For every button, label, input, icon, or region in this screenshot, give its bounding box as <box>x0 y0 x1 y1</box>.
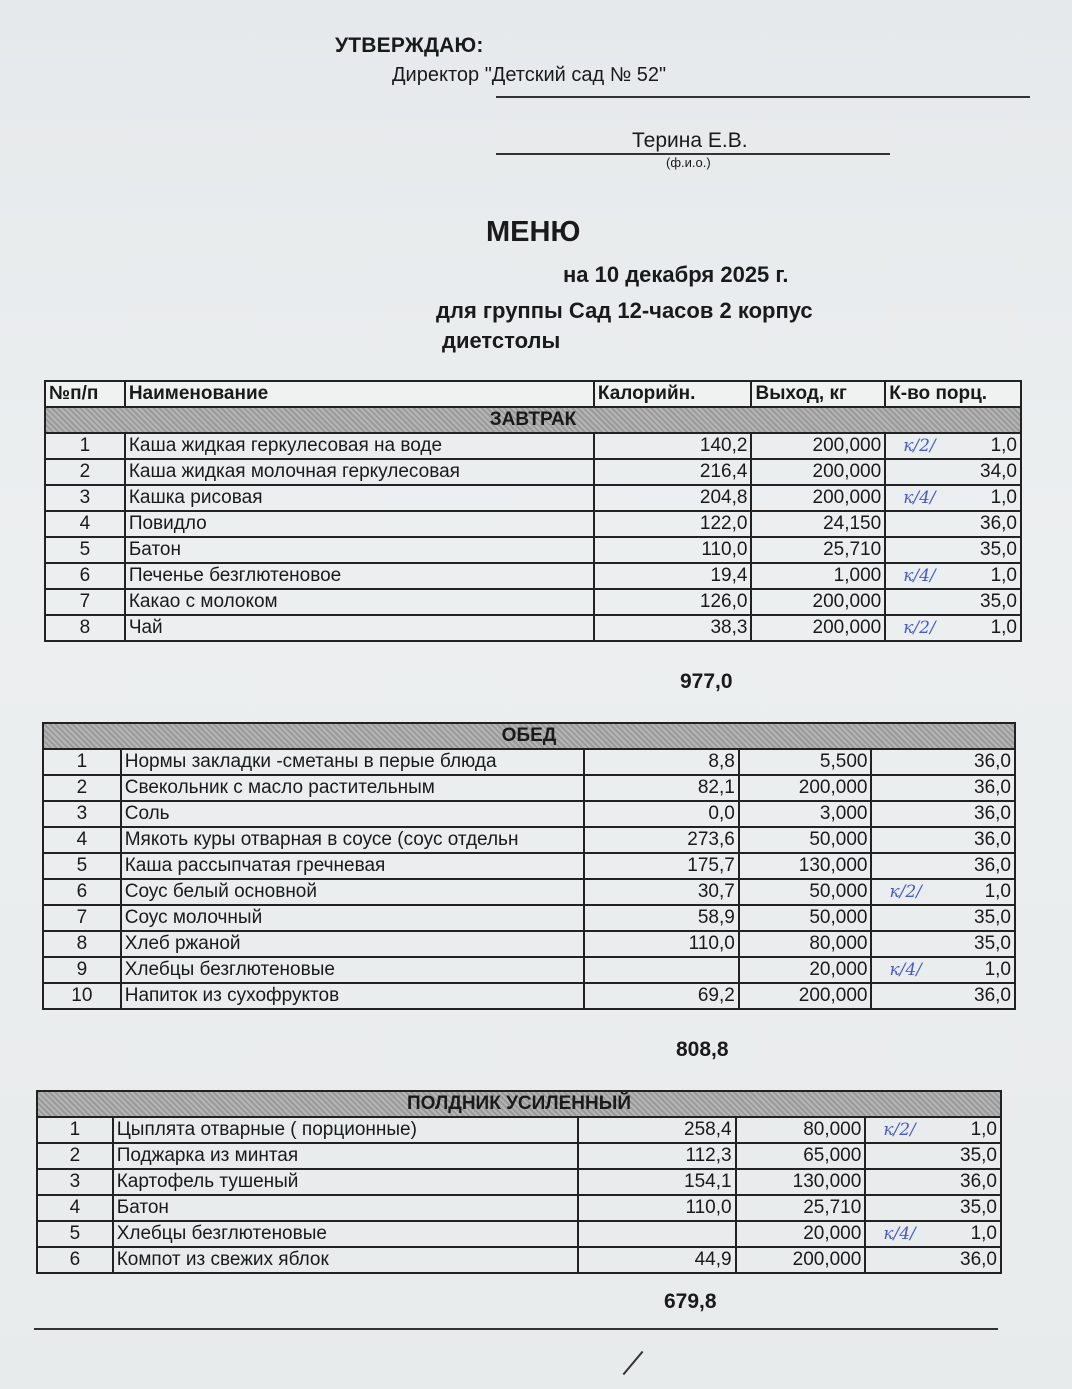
calories: 204,8 <box>594 485 752 511</box>
portions: 36,0 <box>980 513 1017 534</box>
col-name: Наименование <box>125 381 594 407</box>
table-row <box>37 1221 1001 1247</box>
table-row <box>43 905 1015 931</box>
row-number: 10 <box>43 983 121 1009</box>
portions-cell <box>885 433 1021 459</box>
dish-name: Хлебцы безглютеновые <box>113 1221 578 1247</box>
output-kg: 130,000 <box>736 1169 866 1195</box>
portions: 34,0 <box>980 461 1017 482</box>
calories <box>584 957 738 983</box>
portions-cell <box>871 905 1015 931</box>
calories: 30,7 <box>584 879 738 905</box>
table-header <box>45 381 1021 407</box>
portions-cell <box>871 879 1015 905</box>
section-title: ПОЛДНИК УСИЛЕННЫЙ <box>37 1091 1001 1117</box>
portions-cell <box>865 1169 1001 1195</box>
table-row <box>43 957 1015 983</box>
snack-table <box>36 1090 1002 1274</box>
output-kg: 200,000 <box>751 459 885 485</box>
handwritten-note: к/4/ <box>903 566 936 586</box>
portions: 1,0 <box>984 959 1011 980</box>
portions-cell <box>871 983 1015 1009</box>
calories: 140,2 <box>594 433 752 459</box>
portions-cell <box>871 931 1015 957</box>
fio-caption: (ф.и.о.) <box>666 155 711 170</box>
output-kg: 24,150 <box>751 511 885 537</box>
dish-name: Повидло <box>125 511 594 537</box>
section-title: ЗАВТРАК <box>45 407 1021 433</box>
dish-name: Компот из свежих яблок <box>113 1247 578 1273</box>
calories: 258,4 <box>578 1117 736 1143</box>
calories: 110,0 <box>584 931 738 957</box>
output-kg: 200,000 <box>751 485 885 511</box>
row-number: 3 <box>45 485 125 511</box>
portions-cell <box>865 1143 1001 1169</box>
dish-name: Поджарка из минтая <box>113 1143 578 1169</box>
portions: 36,0 <box>960 1171 997 1192</box>
handwritten-note: к/2/ <box>889 882 922 902</box>
output-kg: 20,000 <box>739 957 872 983</box>
output-kg: 20,000 <box>736 1221 866 1247</box>
dish-name: Соус белый основной <box>121 879 585 905</box>
dish-name: Какао с молоком <box>125 589 594 615</box>
director-label: Директор <box>392 64 480 86</box>
organization-name: "Детский сад № 52" <box>484 64 667 86</box>
section-total: 808,8 <box>676 1038 729 1061</box>
col-portions: К-во порц. <box>885 381 1021 407</box>
row-number: 3 <box>37 1169 113 1195</box>
table-row <box>45 589 1021 615</box>
row-number: 5 <box>43 853 121 879</box>
portions: 36,0 <box>974 829 1011 850</box>
bottom-line <box>34 1328 998 1330</box>
section-header <box>43 723 1015 749</box>
table-row <box>43 801 1015 827</box>
row-number: 6 <box>45 563 125 589</box>
calories: 154,1 <box>578 1169 736 1195</box>
portions: 1,0 <box>990 617 1017 638</box>
table-row <box>43 853 1015 879</box>
dish-name: Мякоть куры отварная в соусе (соус отдельн <box>121 827 585 853</box>
output-kg: 65,000 <box>736 1143 866 1169</box>
row-number: 3 <box>43 801 121 827</box>
portions: 35,0 <box>974 907 1011 928</box>
dish-name: Каша жидкая молочная геркулесовая <box>125 459 594 485</box>
row-number: 7 <box>43 905 121 931</box>
output-kg: 25,710 <box>751 537 885 563</box>
output-kg: 80,000 <box>739 931 872 957</box>
portions: 1,0 <box>970 1119 997 1140</box>
section-title: ОБЕД <box>43 723 1015 749</box>
portions: 1,0 <box>990 435 1017 456</box>
portions-cell <box>871 957 1015 983</box>
table-row <box>43 827 1015 853</box>
portions-cell <box>885 563 1021 589</box>
director-name: Терина Е.В. <box>632 129 748 152</box>
dish-name: Соль <box>121 801 585 827</box>
output-kg: 5,500 <box>739 749 872 775</box>
row-number: 6 <box>37 1247 113 1273</box>
portions: 35,0 <box>974 933 1011 954</box>
breakfast-table <box>44 380 1022 642</box>
calories: 69,2 <box>584 983 738 1009</box>
portions: 36,0 <box>974 803 1011 824</box>
output-kg: 25,710 <box>736 1195 866 1221</box>
menu-date: на 10 декабря 2025 г. <box>563 262 789 287</box>
table-row <box>45 511 1021 537</box>
portions-cell <box>871 827 1015 853</box>
dish-name: Кашка рисовая <box>125 485 594 511</box>
signature-mark <box>623 1351 644 1375</box>
calories: 122,0 <box>594 511 752 537</box>
output-kg: 200,000 <box>751 615 885 641</box>
output-kg: 200,000 <box>739 983 872 1009</box>
dish-name: Печенье безглютеновое <box>125 563 594 589</box>
portions-cell <box>871 801 1015 827</box>
row-number: 1 <box>45 433 125 459</box>
col-calories: Калорийн. <box>594 381 752 407</box>
row-number: 2 <box>43 775 121 801</box>
handwritten-note: к/4/ <box>883 1224 916 1244</box>
dish-name: Батон <box>125 537 594 563</box>
table-row <box>37 1143 1001 1169</box>
table-row <box>43 983 1015 1009</box>
portions-cell <box>865 1195 1001 1221</box>
table-row <box>37 1117 1001 1143</box>
calories: 38,3 <box>594 615 752 641</box>
table-row <box>43 931 1015 957</box>
table-row <box>45 459 1021 485</box>
row-number: 2 <box>37 1143 113 1169</box>
table-row <box>43 879 1015 905</box>
output-kg: 80,000 <box>736 1117 866 1143</box>
calories: 0,0 <box>584 801 738 827</box>
output-kg: 130,000 <box>739 853 872 879</box>
section-total: 679,8 <box>664 1290 717 1313</box>
table-row <box>43 775 1015 801</box>
calories: 110,0 <box>594 537 752 563</box>
row-number: 9 <box>43 957 121 983</box>
portions: 35,0 <box>980 539 1017 560</box>
row-number: 2 <box>45 459 125 485</box>
calories: 110,0 <box>578 1195 736 1221</box>
output-kg: 3,000 <box>739 801 872 827</box>
portions: 1,0 <box>990 487 1017 508</box>
calories: 58,9 <box>584 905 738 931</box>
portions: 36,0 <box>960 1249 997 1270</box>
dish-name: Соус молочный <box>121 905 585 931</box>
portions-cell <box>871 775 1015 801</box>
table-row <box>43 749 1015 775</box>
portions: 35,0 <box>960 1145 997 1166</box>
row-number: 4 <box>37 1195 113 1221</box>
lunch-table <box>42 722 1016 1010</box>
row-number: 5 <box>45 537 125 563</box>
row-number: 8 <box>45 615 125 641</box>
section-total: 977,0 <box>680 670 733 693</box>
portions-cell <box>871 749 1015 775</box>
portions: 36,0 <box>974 777 1011 798</box>
calories: 175,7 <box>584 853 738 879</box>
portions-cell <box>885 459 1021 485</box>
portions: 35,0 <box>960 1197 997 1218</box>
portions-cell <box>885 615 1021 641</box>
portions: 1,0 <box>970 1223 997 1244</box>
calories <box>578 1221 736 1247</box>
section-header <box>37 1091 1001 1117</box>
calories: 126,0 <box>594 589 752 615</box>
row-number: 4 <box>43 827 121 853</box>
handwritten-note: к/4/ <box>889 960 922 980</box>
handwritten-note: к/2/ <box>903 436 936 456</box>
portions: 1,0 <box>990 565 1017 586</box>
director-line <box>392 64 666 87</box>
output-kg: 200,000 <box>751 589 885 615</box>
output-kg: 200,000 <box>751 433 885 459</box>
table-row <box>37 1247 1001 1273</box>
portions-cell <box>885 589 1021 615</box>
row-number: 1 <box>37 1117 113 1143</box>
dish-name: Картофель тушеный <box>113 1169 578 1195</box>
row-number: 4 <box>45 511 125 537</box>
portions-cell <box>865 1221 1001 1247</box>
row-number: 8 <box>43 931 121 957</box>
dish-name: Хлебцы безглютеновые <box>121 957 585 983</box>
menu-group: для группы Сад 12-часов 2 корпус <box>436 298 813 323</box>
portions-cell <box>885 485 1021 511</box>
portions-cell <box>865 1247 1001 1273</box>
col-number: №п/п <box>45 381 125 407</box>
dish-name: Чай <box>125 615 594 641</box>
portions: 36,0 <box>974 855 1011 876</box>
table-row <box>45 615 1021 641</box>
output-kg: 200,000 <box>736 1247 866 1273</box>
dish-name: Каша рассыпчатая гречневая <box>121 853 585 879</box>
handwritten-note: к/4/ <box>903 488 936 508</box>
row-number: 7 <box>45 589 125 615</box>
table-row <box>37 1195 1001 1221</box>
table-row <box>45 485 1021 511</box>
dish-name: Хлеб ржаной <box>121 931 585 957</box>
table-row <box>45 537 1021 563</box>
output-kg: 50,000 <box>739 827 872 853</box>
dish-name: Цыплята отварные ( порционные) <box>113 1117 578 1143</box>
row-number: 1 <box>43 749 121 775</box>
menu-subgroup: диетстолы <box>442 328 561 353</box>
table-row <box>45 433 1021 459</box>
portions: 35,0 <box>980 591 1017 612</box>
portions: 1,0 <box>984 881 1011 902</box>
page-title: МЕНЮ <box>486 216 581 248</box>
signature-line <box>496 96 1030 98</box>
portions: 36,0 <box>974 751 1011 772</box>
calories: 19,4 <box>594 563 752 589</box>
handwritten-note: к/2/ <box>903 618 936 638</box>
portions-cell <box>871 853 1015 879</box>
dish-name: Каша жидкая геркулесовая на воде <box>125 433 594 459</box>
table-row <box>37 1169 1001 1195</box>
output-kg: 50,000 <box>739 879 872 905</box>
portions-cell <box>885 537 1021 563</box>
output-kg: 50,000 <box>739 905 872 931</box>
dish-name: Нормы закладки -сметаны в перые блюда <box>121 749 585 775</box>
dish-name: Батон <box>113 1195 578 1221</box>
table-row <box>45 563 1021 589</box>
calories: 8,8 <box>584 749 738 775</box>
dish-name: Напиток из сухофруктов <box>121 983 585 1009</box>
row-number: 5 <box>37 1221 113 1247</box>
output-kg: 200,000 <box>739 775 872 801</box>
handwritten-note: к/2/ <box>883 1120 916 1140</box>
approval-heading: УТВЕРЖДАЮ: <box>335 34 484 57</box>
calories: 216,4 <box>594 459 752 485</box>
portions: 36,0 <box>974 985 1011 1006</box>
portions-cell <box>885 511 1021 537</box>
portions-cell <box>865 1117 1001 1143</box>
dish-name: Свекольник с масло растительным <box>121 775 585 801</box>
calories: 273,6 <box>584 827 738 853</box>
row-number: 6 <box>43 879 121 905</box>
col-output: Выход, кг <box>751 381 885 407</box>
calories: 82,1 <box>584 775 738 801</box>
calories: 112,3 <box>578 1143 736 1169</box>
output-kg: 1,000 <box>751 563 885 589</box>
section-header <box>45 407 1021 433</box>
calories: 44,9 <box>578 1247 736 1273</box>
